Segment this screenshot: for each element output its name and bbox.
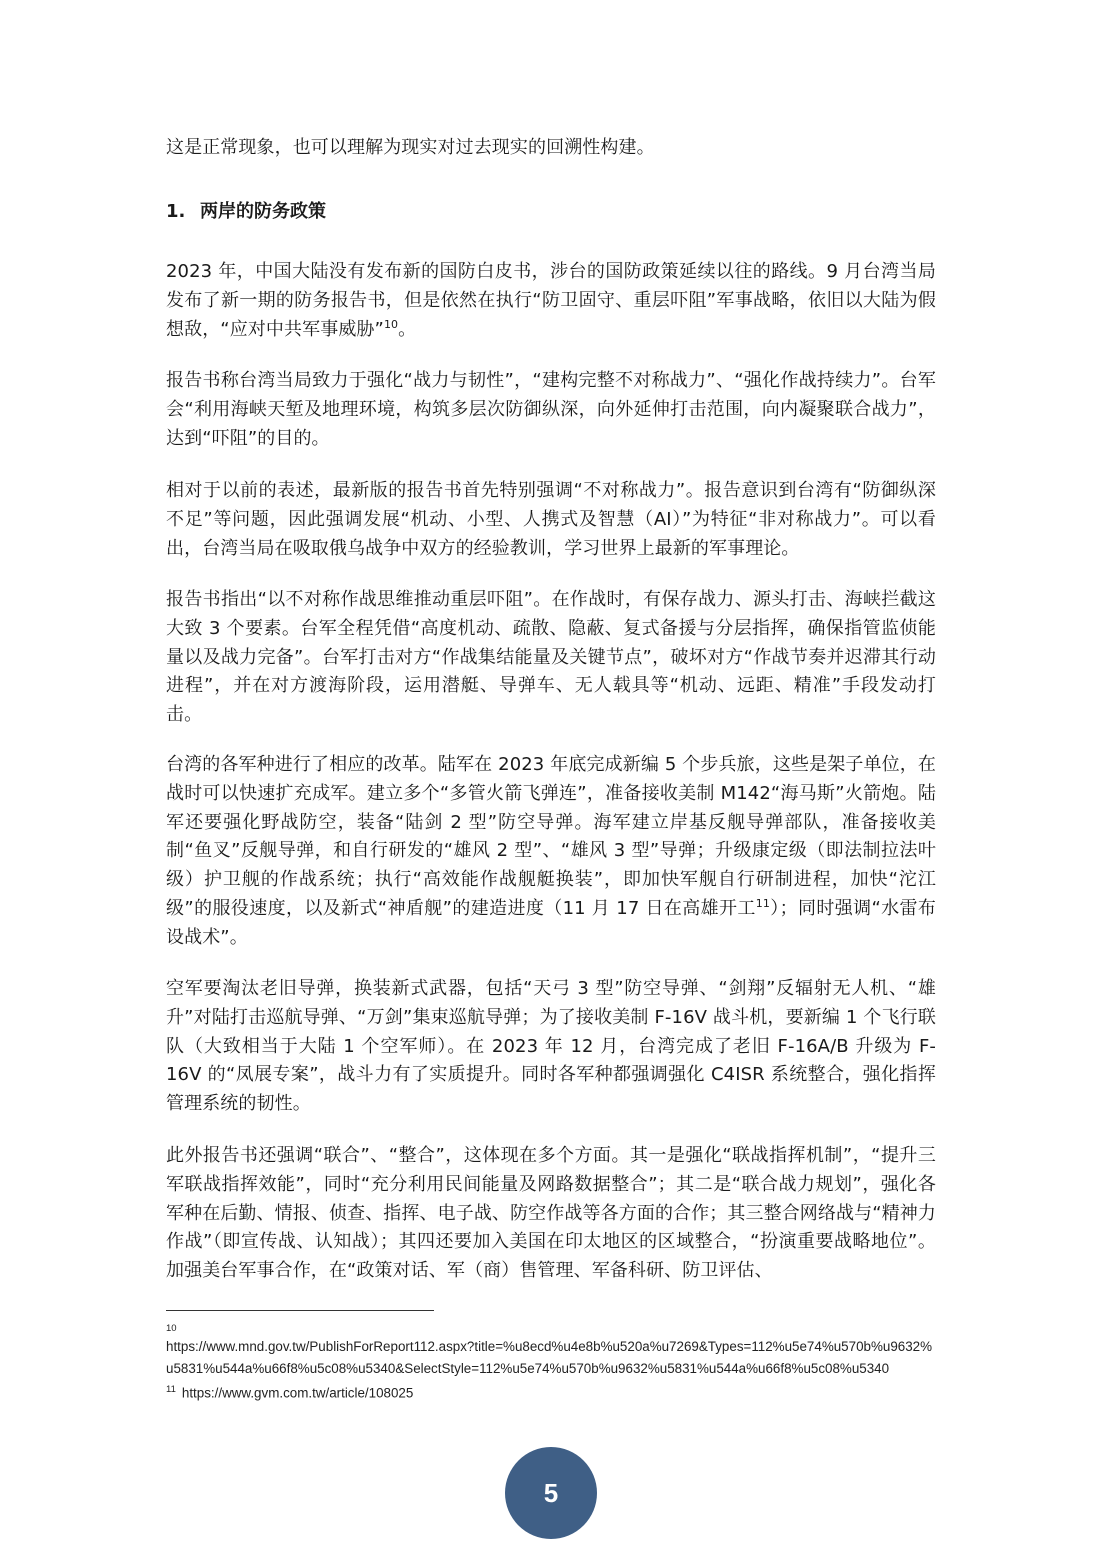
paragraph-text: 2023 年，中国大陆没有发布新的国防白皮书，涉台的国防政策延续以往的路线。9 月台湾当局发布了新一期的防务报告书，但是依然在执行“防卫固守、重层吓阻”军事战略，依旧以大陆为假想敌，“应对中共军事威胁” bbox=[166, 261, 936, 340]
paragraph: 空军要淘汰老旧导弹，换装新式武器，包括“天弓 3 型”防空导弹、“剑翔”反辐射无人机、“雄升”对陆打击巡航导弹、“万剑”集束巡航导弹；为了接收美制 F-16V 战斗机，要新编 1 个飞行联队（大致相当于大陆 1 个空军师）。在 2023 年 12 月，台湾完成了老旧 F-16A/B 升级为 F-16V 的“凤展专案”，战斗力有了实质提升。同时各军种都强调强化 C4ISR 系统整合，强化指挥管理系统的韧性。 bbox=[166, 978, 936, 1115]
paragraph-text-tail: ）；同时强调“水雷布设战术”。 bbox=[166, 897, 936, 948]
paragraph: 此外报告书还强调“联合”、“整合”，这体现在多个方面。其一是强化“联战指挥机制”，“提升三军联战指挥效能”，同时“充分利用民间能量及网路数据整合”；其二是“联合战力规划”，强化各军种在后勤、情报、侦查、指挥、电子战、防空作战等各方面的合作；其三整合网络战与“精神力作战”（即宣传战、认知战）；其四还要加入美国在印太地区的区域整合，“扮演重要战略地位”。加强美台军事合作，在“政策对话、军（商）售管理、军备科研、防卫评估、 bbox=[166, 1145, 936, 1282]
paragraph-text: 台湾的各军种进行了相应的改革。陆军在 2023 年底完成新编 5 个步兵旅，这些是架子单位，在战时可以快速扩充成军。建立多个“多管火箭飞弹连”，准备接收美制 M142“海马斯”火箭炮。陆军还要强化野战防空，装备“陆剑 2 型”防空导弹。海军建立岸基反舰导弹部队，准备接收美制“鱼叉”反舰导弹，和自行研发的“雄风 2 型”、“雄风 3 型”导弹；升级康定级（即法制拉法叶级）护卫舰的作战系统；执行“高效能作战舰艇换装”，即加快军舰自行研制进程，加快“沱江级”的服役速度，以及新式“神盾舰”的建造进度（11 月 17 日在高雄开工 bbox=[166, 754, 936, 919]
footnote-ref[interactable]: 11 bbox=[755, 896, 770, 910]
paragraph bbox=[166, 258, 936, 344]
footnotes bbox=[166, 1322, 936, 1404]
footnote-10 bbox=[166, 1322, 936, 1379]
section-title: 两岸的防务政策 bbox=[200, 201, 326, 222]
page-number: 5 bbox=[543, 1477, 559, 1508]
section-heading bbox=[166, 199, 326, 225]
footnote-mark: 11 bbox=[166, 1384, 176, 1395]
paragraph: 相对于以前的表述，最新版的报告书首先特别强调“不对称战力”。报告意识到台湾有“防御纵深不足”等问题，因此强调发展“机动、小型、人携式及智慧（AI）”为特征“非对称战力”。可以看出，台湾当局在吸取俄乌战争中双方的经验教训，学习世界上最新的军事理论。 bbox=[166, 480, 936, 559]
paragraph-text-tail: 。 bbox=[398, 318, 417, 340]
footnote-link[interactable]: https://www.gvm.com.tw/article/108025 bbox=[181, 1385, 414, 1401]
footnote-ref[interactable]: 10 bbox=[383, 317, 399, 331]
paragraph: 报告书称台湾当局致力于强化“战力与韧性”，“建构完整不对称战力”、“强化作战持续力”。台军会“利用海峡天堑及地理环境，构筑多层次防御纵深，向外延伸打击范围，向内凝聚联合战力”，达到“吓阻”的目的。 bbox=[166, 370, 936, 449]
footnote-mark: 10 bbox=[166, 1323, 177, 1334]
footnote-11 bbox=[166, 1379, 936, 1404]
paragraph: 报告书指出“以不对称作战思维推动重层吓阻”。在作战时，有保存战力、源头打击、海峡拦截这大致 3 个要素。台军全程凭借“高度机动、疏散、隐蔽、复式备援与分层指挥，确保指管监侦能量以及战力完备”。台军打击对方“作战集结能量及关键节点”，破坏对方“作战节奏并迟滞其行动进程”，并在对方渡海阶段，运用潜艇、导弹车、无人载具等“机动、远距、精准”手段发动打击。 bbox=[166, 589, 936, 726]
section-number: 1. bbox=[166, 201, 186, 222]
paragraph bbox=[166, 751, 936, 953]
page-number-badge bbox=[505, 1447, 597, 1539]
footnote-link[interactable]: https://www.mnd.gov.tw/PublishForReport112.aspx?title=%u8ecd%u4e8b%u520a%u7269&Types=112%u5e74%u570b%u9632%u5831%u544a%u66f8%u5c08%u5340&SelectStyle=112%u5e74%u570b%u9632%u5831%u544a%u66f8%u5c08%u5340 bbox=[166, 1339, 933, 1376]
footnote-divider bbox=[166, 1310, 434, 1311]
intro-line: 这是正常现象，也可以理解为现实对过去现实的回溯性构建。 bbox=[166, 137, 655, 158]
